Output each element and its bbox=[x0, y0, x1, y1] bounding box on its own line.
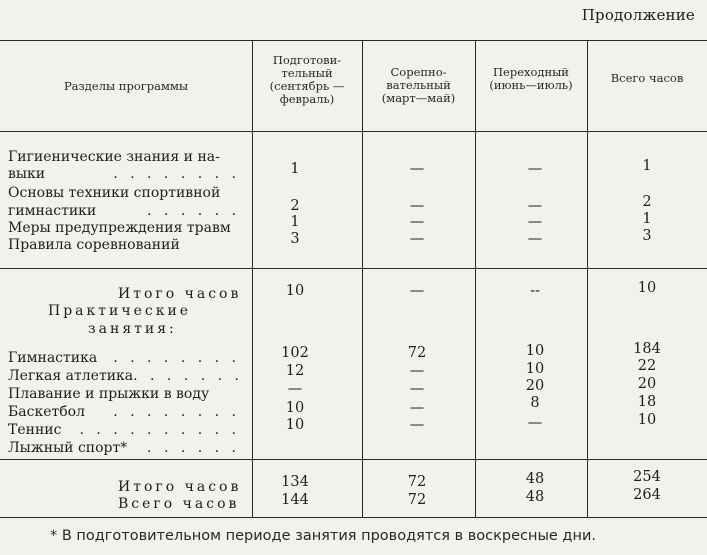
practice-row-3-total: 20 bbox=[637, 376, 657, 392]
vrule-2 bbox=[362, 41, 363, 517]
practice-row-3-comp: — bbox=[409, 381, 425, 397]
header-section: Разделы программы bbox=[63, 79, 189, 93]
theory-row-4-total: 3 bbox=[642, 228, 652, 244]
continuation-label: Продолжение bbox=[581, 6, 695, 24]
footnote: * В подготовительном периоде занятия проводятся в воскресные дни. bbox=[50, 528, 596, 544]
label-text: Легкая атлетика bbox=[8, 368, 134, 384]
theory-row-2-prep: 2 bbox=[290, 198, 300, 214]
leader-dots: . . . . . . bbox=[147, 203, 240, 219]
total-row-2-total: 264 bbox=[633, 487, 661, 503]
leader-dots: . . . . . . bbox=[147, 440, 240, 456]
label-text: Гимнастика bbox=[8, 350, 98, 366]
total-row-1-comp: 72 bbox=[407, 474, 427, 490]
practice-row-2-label bbox=[8, 368, 243, 385]
rule-top bbox=[0, 40, 707, 41]
label-text: Баскетбол bbox=[8, 404, 86, 420]
vrule-4 bbox=[587, 41, 588, 517]
total-row-1-total: 254 bbox=[633, 469, 661, 485]
practice-row-1-prep: 102 bbox=[281, 345, 309, 361]
subtotal-trans: -- bbox=[530, 283, 540, 299]
theory-row-3-total: 1 bbox=[642, 211, 652, 227]
practical-heading-line2: занятия: bbox=[88, 321, 177, 337]
leader-dots: . . . . . . . bbox=[133, 368, 243, 384]
practice-row-4-total: 18 bbox=[637, 394, 657, 410]
rule-practice bbox=[0, 459, 707, 460]
theory-row-2-comp: — bbox=[409, 198, 425, 214]
practice-row-2-trans: 10 bbox=[525, 361, 545, 377]
total-row-2-label: Всего часов bbox=[118, 496, 240, 512]
theory-row-1-prep: 1 bbox=[290, 161, 300, 177]
theory-row-1-comp: — bbox=[409, 161, 425, 177]
theory-row-3-prep: 1 bbox=[290, 214, 300, 230]
practice-row-4-label bbox=[8, 404, 240, 421]
practice-row-1-label bbox=[8, 350, 240, 367]
practice-row-2-prep: 12 bbox=[285, 363, 305, 379]
theory-row-2-line1: Основы техники спортивной bbox=[8, 185, 221, 201]
leader-dots: . . . . . . . . bbox=[113, 404, 240, 420]
header-comp: Сорепно- вательный (март—май) bbox=[381, 65, 456, 105]
practice-row-5-prep: 10 bbox=[285, 417, 305, 433]
theory-row-3-trans: — bbox=[527, 214, 543, 230]
practice-row-5-comp: — bbox=[409, 417, 425, 433]
theory-row-4-comp: — bbox=[409, 231, 425, 247]
rule-header bbox=[0, 131, 707, 132]
practice-row-4-prep: 10 bbox=[285, 400, 305, 416]
theory-row-4-label: Правила соревнований bbox=[8, 237, 180, 253]
theory-row-1-line1: Гигиенические знания и на- bbox=[8, 149, 220, 165]
subtotal-prep: 10 bbox=[285, 283, 305, 299]
total-row-2-prep: 144 bbox=[281, 492, 309, 508]
practice-row-4-trans: 8 bbox=[530, 395, 540, 411]
theory-row-1-trans: — bbox=[527, 161, 543, 177]
practice-row-6-label bbox=[8, 440, 240, 457]
vrule-1 bbox=[252, 41, 253, 517]
theory-row-4-prep: 3 bbox=[290, 231, 300, 247]
leader-dots: . . . . . . . . bbox=[113, 350, 240, 366]
total-row-1-prep: 134 bbox=[281, 474, 309, 490]
theory-row-1-line2 bbox=[8, 166, 240, 183]
vrule-3 bbox=[475, 41, 476, 517]
practice-row-5-label bbox=[8, 422, 240, 439]
subtotal-total: 10 bbox=[637, 280, 657, 296]
total-row-1-trans: 48 bbox=[525, 471, 545, 487]
leader-dots: . . . . . . . . . . bbox=[79, 422, 240, 438]
header-trans: Переходный (июнь—июль) bbox=[489, 65, 573, 92]
theory-row-2-trans: — bbox=[527, 198, 543, 214]
practice-row-1-trans: 10 bbox=[525, 343, 545, 359]
leader-dots: . . . . . . . . bbox=[113, 166, 240, 182]
theory-row-3-label: Меры предупреждения травм bbox=[8, 220, 231, 236]
total-row-2-trans: 48 bbox=[525, 489, 545, 505]
practice-row-5-total: 10 bbox=[637, 412, 657, 428]
practice-row-3-prep: — bbox=[287, 381, 303, 397]
total-row-2-comp: 72 bbox=[407, 492, 427, 508]
subtotal-comp: — bbox=[409, 283, 425, 299]
label-text: гимнастики bbox=[8, 203, 97, 219]
header-prep: Подготови- тельный (сентябрь — февраль) bbox=[269, 53, 345, 106]
header-total: Всего часов bbox=[610, 71, 684, 85]
practice-row-1-total: 184 bbox=[633, 341, 661, 357]
label-text: Лыжный спорт* bbox=[8, 440, 128, 456]
practice-row-5-trans: — bbox=[527, 415, 543, 431]
practical-heading-line1: Практические bbox=[48, 303, 192, 319]
subtotal-label: Итого часов bbox=[118, 286, 242, 302]
practice-row-1-comp: 72 bbox=[407, 345, 427, 361]
practice-row-3-label: Плавание и прыжки в воду bbox=[8, 386, 210, 402]
theory-row-3-comp: — bbox=[409, 214, 425, 230]
rule-bottom bbox=[0, 517, 707, 518]
theory-row-2-line2 bbox=[8, 203, 240, 220]
rule-theory bbox=[0, 268, 707, 269]
theory-row-1-total: 1 bbox=[642, 158, 652, 174]
practice-row-2-comp: — bbox=[409, 363, 425, 379]
practice-row-4-comp: — bbox=[409, 400, 425, 416]
theory-row-4-trans: — bbox=[527, 231, 543, 247]
practice-row-3-trans: 20 bbox=[525, 378, 545, 394]
label-text: Теннис bbox=[8, 422, 62, 438]
label-text: выки bbox=[8, 166, 46, 182]
practice-row-2-total: 22 bbox=[637, 358, 657, 374]
theory-row-2-total: 2 bbox=[642, 194, 652, 210]
total-row-1-label: Итого часов bbox=[118, 479, 242, 495]
